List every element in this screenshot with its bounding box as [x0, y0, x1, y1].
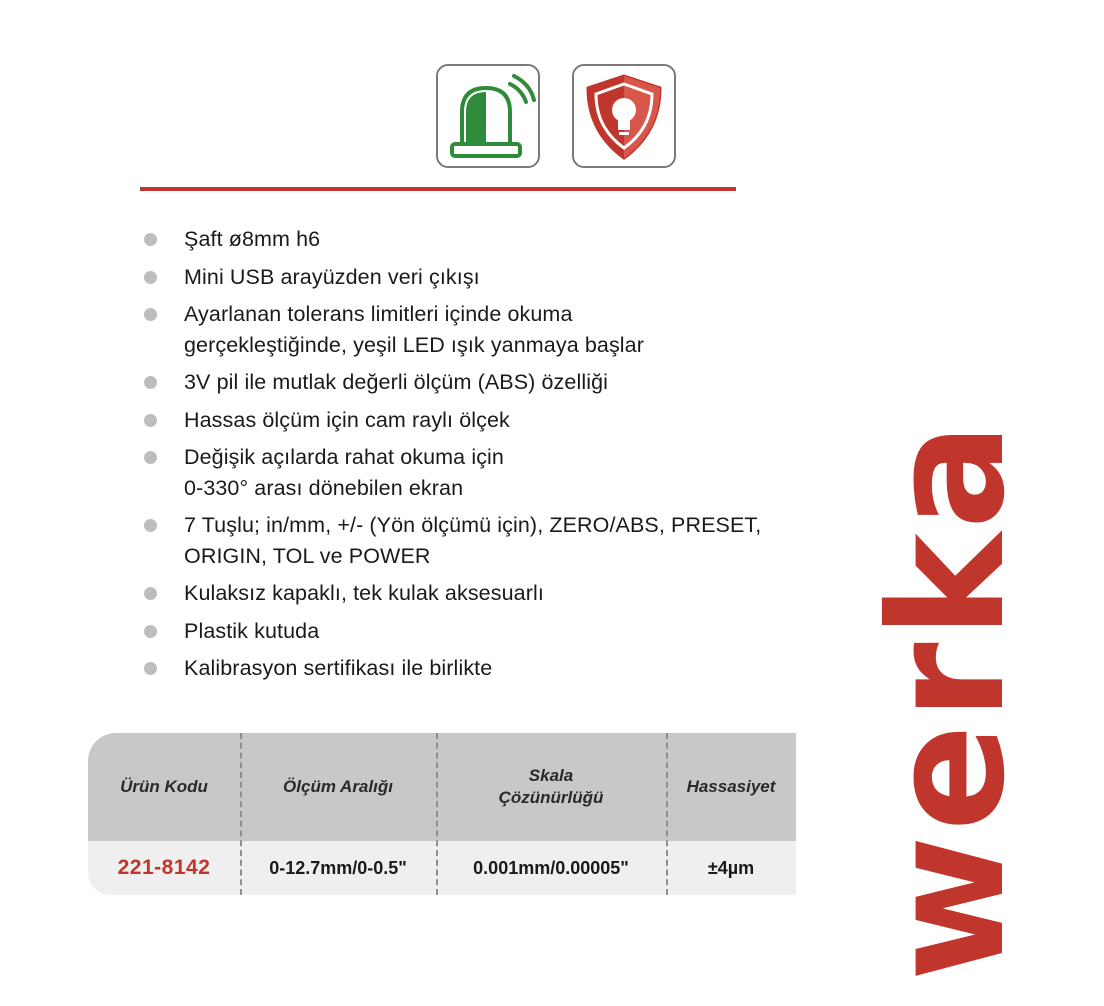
feature-item: Kulaksız kapaklı, tek kulak aksesuarlı: [140, 578, 900, 609]
feature-item: Plastik kutuda: [140, 616, 900, 647]
spec-table: [88, 733, 796, 895]
bullet-icon: [144, 587, 157, 600]
shield-icon-box: [572, 64, 676, 168]
cell-accuracy: ±4µm: [707, 857, 755, 878]
bullet-icon: [144, 308, 157, 321]
header-product-code: Ürün Kodu: [120, 777, 208, 796]
section-divider: [140, 187, 736, 191]
feature-item: Hassas ölçüm için cam raylı ölçek: [140, 405, 900, 436]
shield-bulb-icon: [574, 66, 674, 166]
led-icon-box: [436, 64, 540, 168]
header-resolution: Skala Çözünürlüğü: [498, 766, 604, 807]
feature-item: 3V pil ile mutlak değerli ölçüm (ABS) özelliği: [140, 367, 900, 398]
bullet-icon: [144, 414, 157, 427]
column-separator: [436, 733, 438, 895]
feature-item: Şaft ø8mm h6: [140, 224, 900, 255]
brand-name: werka: [856, 418, 1040, 982]
cell-product-code: 221-8142: [117, 856, 211, 879]
bullet-icon: [144, 451, 157, 464]
bullet-icon: [144, 271, 157, 284]
brand-logo: [856, 418, 1040, 982]
green-signal-light-icon: [438, 66, 538, 166]
column-separator: [240, 733, 242, 895]
header-measuring-range: Ölçüm Aralığı: [283, 777, 393, 796]
cell-resolution: 0.001mm/0.00005": [473, 857, 629, 878]
feature-item: Kalibrasyon sertifikası ile birlikte: [140, 653, 900, 684]
feature-list: [140, 224, 900, 691]
feature-item: Değişik açılarda rahat okuma için 0-330° arası dönebilen ekran: [140, 442, 900, 503]
bullet-icon: [144, 519, 157, 532]
bullet-icon: [144, 662, 157, 675]
feature-item: Mini USB arayüzden veri çıkışı: [140, 262, 900, 293]
bullet-icon: [144, 233, 157, 246]
column-separator: [666, 733, 668, 895]
bullet-icon: [144, 625, 157, 638]
bullet-icon: [144, 376, 157, 389]
feature-item: 7 Tuşlu; in/mm, +/- (Yön ölçümü için), ZERO/ABS, PRESET, ORIGIN, TOL ve POWER: [140, 510, 900, 571]
header-accuracy: Hassasiyet: [686, 777, 776, 796]
cell-measuring-range: 0-12.7mm/0-0.5": [269, 857, 407, 878]
feature-item: Ayarlanan tolerans limitleri içinde okuma gerçekleştiğinde, yeşil LED ışık yanmaya başlar: [140, 299, 900, 360]
